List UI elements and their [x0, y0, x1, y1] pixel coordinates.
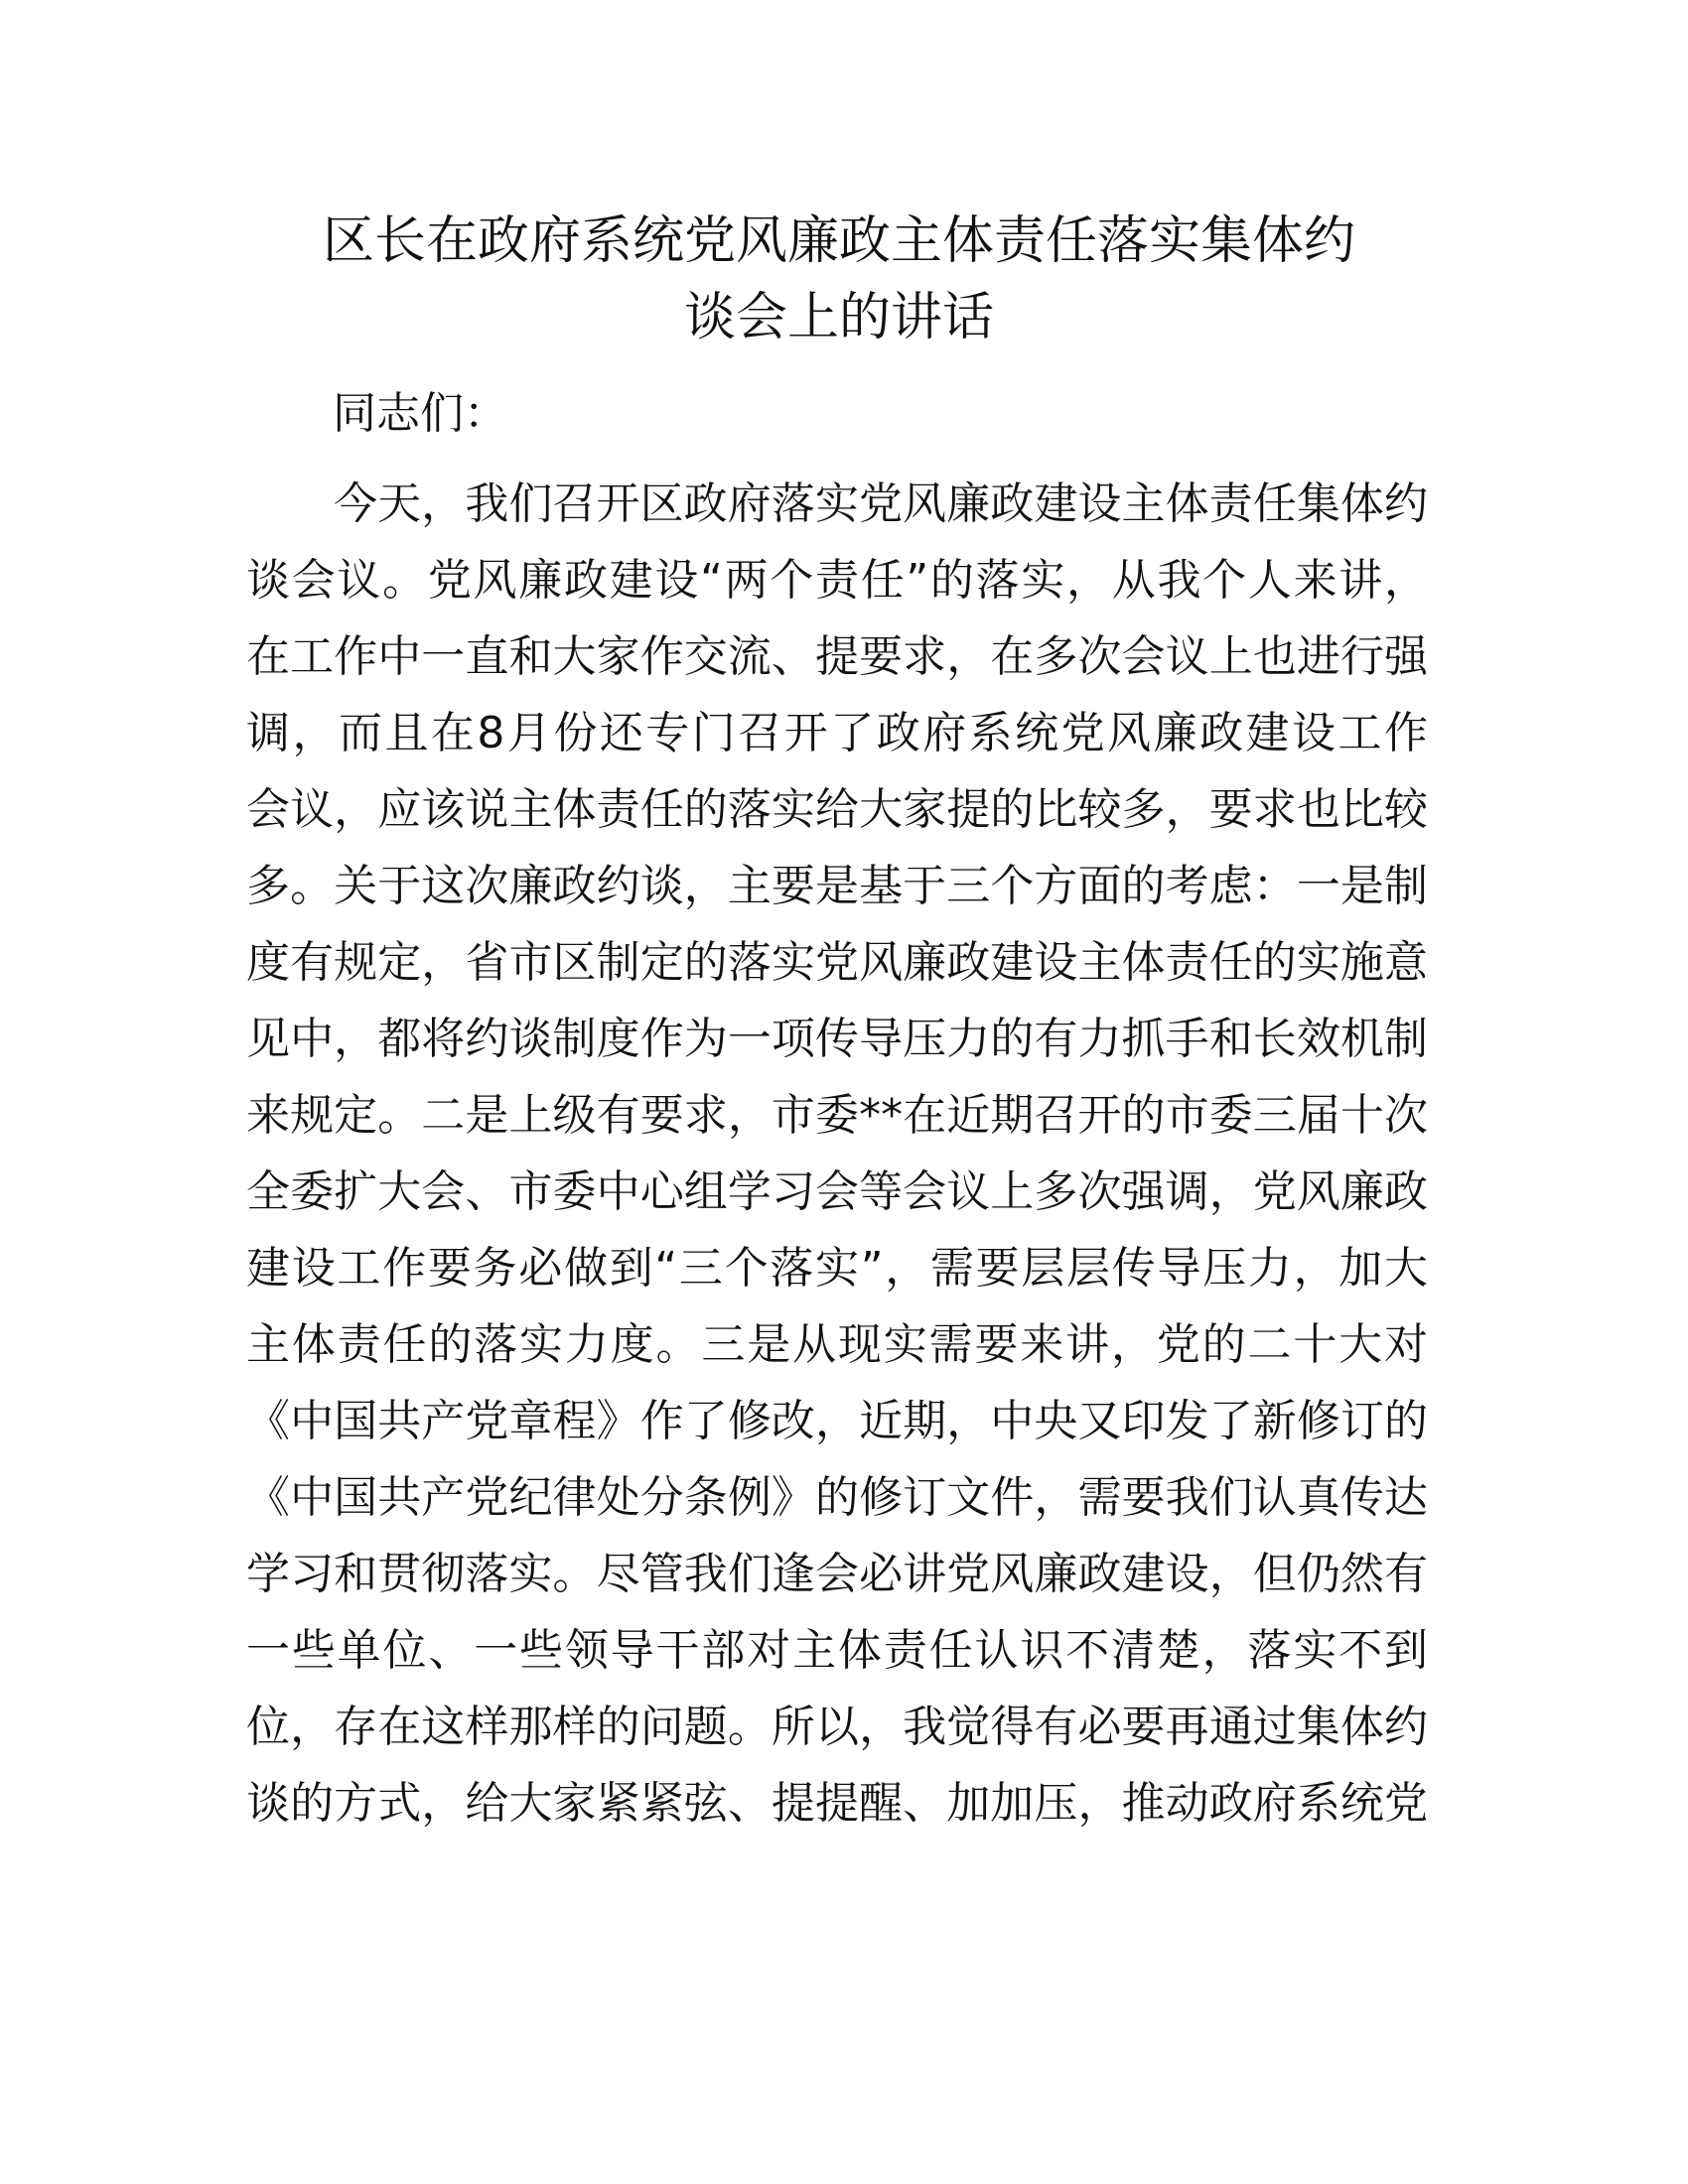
- body-line: 度有规定，省市区制定的落实党风廉政建设主体责任的实施意: [246, 937, 1428, 988]
- body-line: 谈的方式，给大家紧紧弦、提提醒、加加压，推动政府系统党: [246, 1778, 1428, 1829]
- body-line: 调，而且在8月份还专门召开了政府系统党风廉政建设工作: [246, 708, 1428, 758]
- body-line: 《中国共产党章程》作了修改，近期，中央又印发了新修订的: [246, 1396, 1428, 1446]
- body-line: 建设工作要务必做到“三个落实”，需要层层传导压力，加大: [246, 1243, 1428, 1294]
- document-title-line-2: 谈会上的讲话: [683, 288, 994, 347]
- body-line: 多。关于这次廉政约谈，主要是基于三个方面的考虑：一是制: [246, 861, 1428, 911]
- salutation: 同志们：: [333, 388, 507, 439]
- body-line: 谈会议。党风廉政建设“两个责任”的落实，从我个人来讲，: [246, 555, 1428, 606]
- body-line: 位，存在这样那样的问题。所以，我觉得有必要再通过集体约: [246, 1702, 1428, 1752]
- body-line: 学习和贯彻落实。尽管我们逢会必讲党风廉政建设，但仍然有: [246, 1549, 1428, 1599]
- body-line: 《中国共产党纪律处分条例》的修订文件，需要我们认真传达: [246, 1472, 1428, 1523]
- body-paragraph: [246, 466, 1428, 1842]
- body-line: 会议，应该说主体责任的落实给大家提的比较多，要求也比较: [246, 784, 1428, 835]
- body-line: 今天，我们召开区政府落实党风廉政建设主体责任集体约: [334, 478, 1428, 529]
- body-line: 在工作中一直和大家作交流、提要求，在多次会议上也进行强: [246, 631, 1428, 682]
- body-line: 见中，都将约谈制度作为一项传导压力的有力抓手和长效机制: [246, 1014, 1428, 1064]
- document-title-line-1: 区长在政府系统党风廉政主体责任落实集体约: [322, 211, 1355, 271]
- body-line: 全委扩大会、市委中心组学习会等会议上多次强调，党风廉政: [246, 1166, 1428, 1217]
- body-line: 主体责任的落实力度。三是从现实需要来讲，党的二十大对: [246, 1319, 1428, 1370]
- body-line: 一些单位、一些领导干部对主体责任认识不清楚，落实不到: [246, 1625, 1428, 1676]
- body-line: 来规定。二是上级有要求，市委**在近期召开的市委三届十次: [246, 1090, 1428, 1141]
